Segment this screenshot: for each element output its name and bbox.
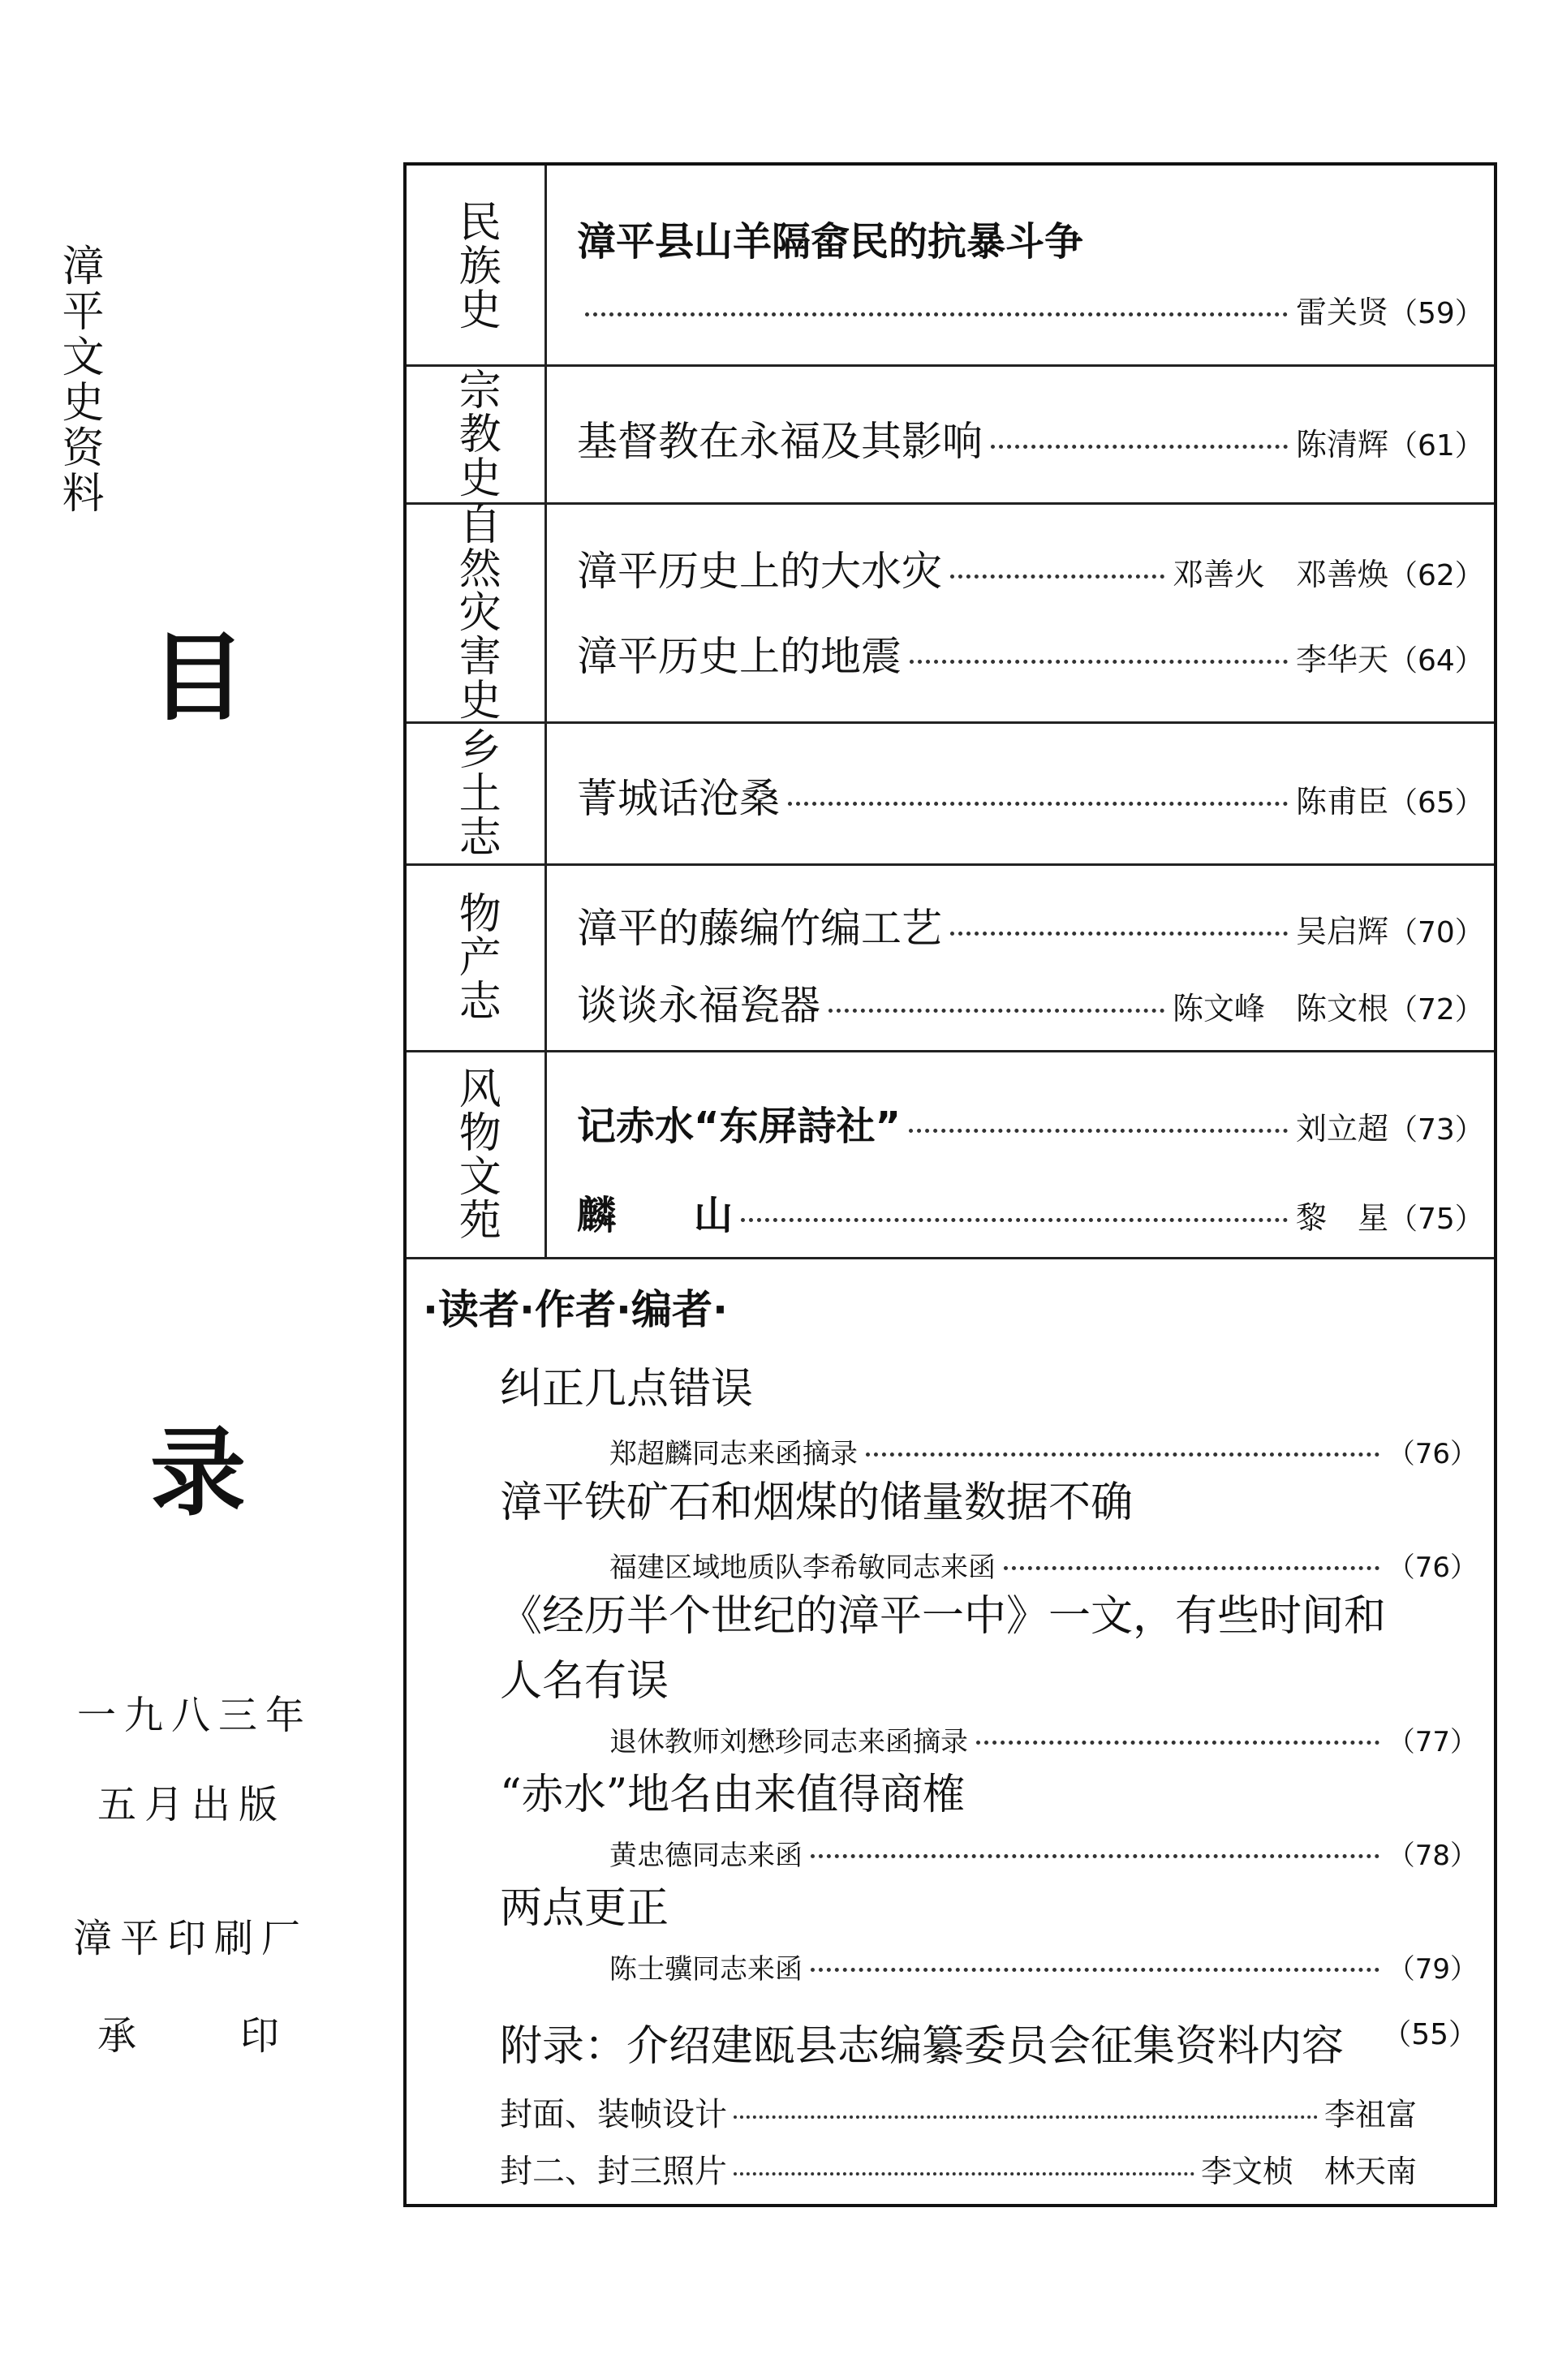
leader-dots [788,802,1288,806]
entry-title: 记赤水“东屏詩社” [577,1104,902,1149]
leader-dots [909,1129,1288,1133]
entry-page: （70） [1388,916,1484,949]
entry-page: （78） [1387,1840,1478,1872]
credit-label: 封二、封三照片 [500,2153,727,2190]
entry-page: （62） [1388,559,1484,592]
entry-page: （75） [1388,1203,1484,1236]
reader-item-source-line[interactable] [609,1947,1478,1986]
reader-item-source: 黄忠德同志来函 [609,1840,803,1872]
entry-title: 基督教在永福及其影响 [577,418,983,465]
entry-page: （72） [1388,993,1484,1026]
category-label: 宗教史 [451,368,501,499]
category-label: 乡土志 [451,726,501,859]
leader-dots [910,660,1288,664]
entry-title: 漳平县山羊隔畲民的抗暴斗争 [577,219,1084,265]
toc-entry[interactable] [577,210,1478,266]
entry-author: 李华天 [1295,642,1388,678]
credit-label: 封面、装帧设计 [500,2096,727,2133]
entry-title: 漳平历史上的大水灾 [577,548,942,595]
category-label: 物产志 [451,891,501,1022]
entry-page: （61） [1388,429,1484,463]
entry-page: （55） [1382,2018,1478,2051]
section-natural-disaster-history [407,502,1494,724]
entry-author: 陈甫臣 [1295,784,1388,820]
leader-dots [811,1854,1379,1858]
readers-section-header: ·读者·作者·编者· [423,1286,728,1333]
reader-item-title[interactable]: 漳平铁矿石和烟煤的储量数据不确 [500,1478,1134,1527]
leader-dots [991,445,1288,449]
entry-title: 谈谈永福瓷器 [577,982,820,1029]
entry-page: （79） [1387,1953,1478,1986]
series-title: 漳平文史资料 [54,243,103,516]
category-label: 自然灾害史 [451,502,501,721]
entry-author: 雷关贤 [1295,295,1388,330]
entry-author: 陈清辉 [1295,427,1388,463]
entry-title: 漳平历史上的地震 [577,633,902,680]
leader-dots [585,312,1288,316]
entry-title: 麟 山 [577,1193,734,1238]
reader-item-title[interactable]: 两点更正 [500,1884,669,1933]
entry-author: 吴启辉 [1295,914,1388,949]
entry-page: （65） [1388,786,1484,820]
section-scenery-literature [407,1050,1494,1259]
section-ethnic-history [407,166,1494,367]
reader-item-source: 退休教师刘懋珍同志来函摘录 [609,1726,968,1758]
category-label: 民族史 [451,199,501,331]
toc-entry[interactable] [577,539,1484,597]
reader-item-source-line[interactable] [609,1545,1478,1585]
toc-entry[interactable] [577,1095,1484,1151]
leader-dots [811,1968,1379,1972]
leader-dots [1004,1566,1379,1570]
leader-dots [950,932,1288,936]
section-products-chronicle [407,863,1494,1052]
entry-author: 邓善火 邓善焕 [1172,557,1388,592]
toc-entry[interactable] [577,1184,1484,1240]
credit-line-photos [500,2145,1417,2192]
entry-author: 刘立超 [1295,1111,1388,1147]
heading-char-lu: 录 [150,1417,247,1529]
section-local-chronicle [407,721,1494,866]
toc-entry[interactable] [577,409,1484,467]
entry-page: （76） [1387,1438,1478,1470]
entry-title: 菁城话沧桑 [577,775,780,822]
toc-entry[interactable] [577,973,1484,1031]
publish-month: 五月出版 [97,1782,286,1827]
reader-item-source-line[interactable] [609,1833,1478,1873]
appendix-entry[interactable] [500,2012,1478,2072]
reader-item-title[interactable]: 纠正几点错误 [500,1365,754,1414]
entry-page: （64） [1388,644,1484,678]
toc-entry[interactable] [577,766,1484,824]
reader-item-title[interactable]: 《经历半个世纪的漳平一中》一文，有些时间和 [500,1592,1387,1641]
leader-dots [950,575,1164,579]
heading-char-mu: 目 [150,622,247,734]
entry-author: 黎 星 [1295,1200,1388,1236]
entry-page: （59） [1388,297,1484,330]
entry-page: （76） [1387,1552,1478,1584]
toc-entry-author-line[interactable] [577,287,1484,332]
leader-dots [734,2115,1318,2119]
reader-item-source: 陈士骥同志来函 [609,1953,803,1986]
entry-page: （73） [1388,1113,1484,1147]
appendix-title: 附录：介绍建瓯县志编纂委员会征集资料内容 [500,2022,1345,2071]
category-label: 风物文苑 [451,1065,501,1242]
leader-dots [866,1453,1379,1457]
reader-item-source-line[interactable] [609,1431,1478,1471]
credit-names: 李祖富 [1323,2097,1417,2133]
reader-item-source-line[interactable] [609,1719,1478,1759]
reader-item-source: 郑超麟同志来函摘录 [609,1438,858,1470]
credit-line-cover-design [500,2089,1417,2135]
credit-names: 李文桢 林天南 [1200,2154,1417,2189]
entry-title: 漳平的藤编竹编工艺 [577,905,942,952]
toc-box [403,162,1497,2207]
section-religion-history [407,364,1494,505]
reader-item-title-continued[interactable]: 人名有误 [500,1657,669,1706]
reader-item-title[interactable]: “赤水”地名由来值得商榷 [500,1771,966,1819]
reader-item-source: 福建区域地质队李希敏同志来函 [609,1552,996,1584]
entry-author: 陈文峰 陈文根 [1172,991,1388,1026]
publish-year: 一九八三年 [77,1693,313,1738]
print-note: 承 印 [97,2013,312,2059]
leader-dots [734,2172,1194,2176]
printer-name: 漳平印刷厂 [73,1916,309,1961]
leader-dots [976,1741,1379,1745]
toc-entry[interactable] [577,624,1484,682]
entry-page: （77） [1387,1726,1478,1758]
leader-dots [741,1218,1288,1222]
leader-dots [828,1009,1164,1013]
toc-entry[interactable] [577,896,1484,954]
